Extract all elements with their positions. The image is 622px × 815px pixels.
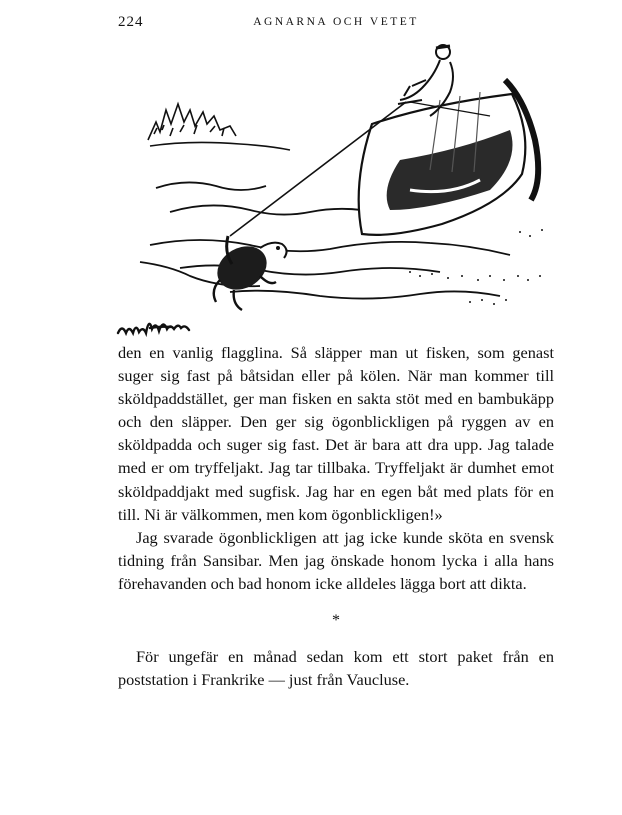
boat-fishing-drawing — [110, 40, 560, 345]
page-header — [118, 14, 554, 36]
running-title: AGNARNA OCH VETET — [253, 16, 419, 28]
distant-shore — [148, 104, 290, 150]
fishing-illustration — [110, 40, 560, 345]
paragraph: den en vanlig flagglina. Så släpper man ut fisken, som genast suger sig fast på båtsidan eller på kölen. När man kommer till sköldpaddstället, ger man fisken en sakta stöt med en bambukäpp och den släpper. Den ger sig ögonblickligen på ryggen av en sköldpadda och suger sig fast. Det är bara att dra upp. Jag talade med er om tryffeljakt. Jag tar tillbaka. Tryffeljakt är dumhet emot sköldpaddjakt med sugfisk. Jag har en egen båt med plats för en till. Ni är välkommen, men kom ögonblickligen!» — [118, 343, 554, 524]
boat — [359, 80, 539, 235]
artist-signature — [118, 324, 189, 333]
paragraph: Jag svarade ögonblickligen att jag icke kunde sköta en svensk tidning från Sansibar. Men jag önskade honom lycka i alla hans förehavanden och bad honom icke alldeles lägga bort att dikta. — [118, 527, 554, 593]
paragraph: För ungefär en månad sedan kom ett stort paket från en poststation i Frankrike — just från Vaucluse. — [118, 647, 554, 690]
section-separator: * — [332, 612, 340, 630]
page-number: 224 — [118, 14, 144, 30]
body-text — [118, 341, 554, 691]
